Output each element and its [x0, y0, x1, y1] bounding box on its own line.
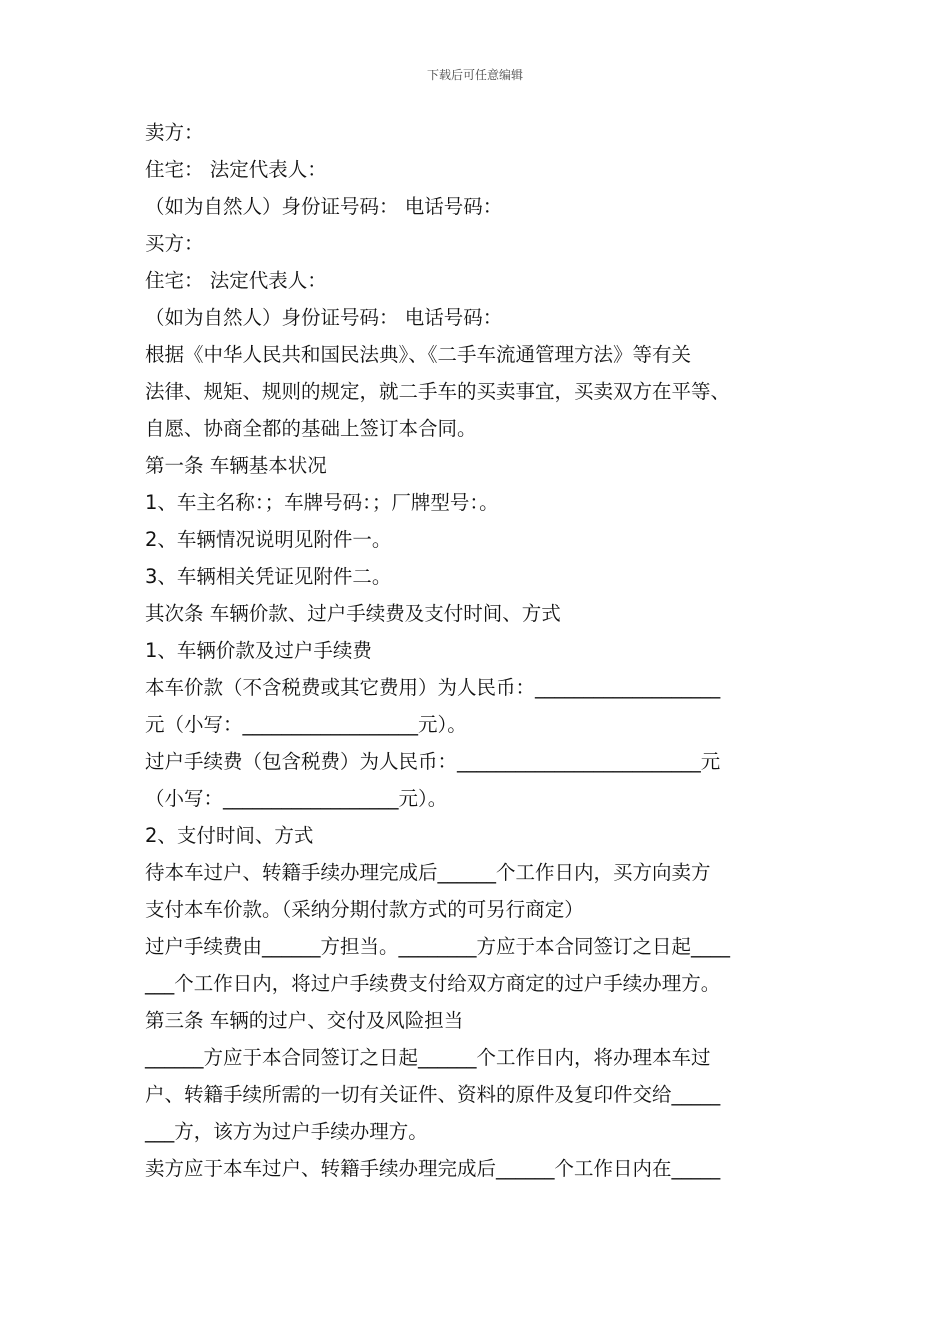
article-3-heading: 第三条 车辆的过户、交付及风险担当 [145, 1009, 464, 1032]
price-line-1: 本车价款（不含税费或其它费用）为人民币：___________________ [145, 676, 721, 699]
delivery-line-1: 卖方应于本车过户、转籍手续办理完成后______个工作日内在_____ [145, 1157, 721, 1180]
article-1-item-2: 2、车辆情况说明见附件一。 [145, 528, 392, 551]
buyer-address-line: 住宅： 法定代表人： [145, 269, 327, 292]
article-1-item-1: 1、车主名称：；车牌号码：；厂牌型号：。 [145, 491, 499, 514]
price-line-2: 元（小写：__________________元）。 [145, 713, 467, 736]
buyer-id-line: （如为自然人）身份证号码： 电话号码： [145, 306, 503, 329]
transfer-line-3: ___方，该方为过户手续办理方。 [145, 1120, 428, 1143]
fee-line-2: （小写：__________________元）。 [145, 787, 448, 810]
fee-payment-line-2: ___个工作日内，将过户手续费支付给双方商定的过户手续办理方。 [145, 972, 721, 995]
seller-id-line: （如为自然人）身份证号码： 电话号码： [145, 195, 503, 218]
buyer-label: 买方： [145, 232, 204, 255]
article-2-item-1: 1、车辆价款及过户手续费 [145, 639, 372, 662]
seller-label: 卖方： [145, 121, 204, 144]
article-2-item-2: 2、支付时间、方式 [145, 824, 314, 847]
article-1-heading: 第一条 车辆基本状况 [145, 454, 327, 477]
transfer-line-1: ______方应于本合同签订之日起______个工作日内，将办理本车过 [145, 1046, 711, 1069]
payment-line-2: 支付本车价款。（采纳分期付款方式的可另行商定） [145, 898, 584, 921]
payment-line-1: 待本车过户、转籍手续办理完成后______个工作日内，买方向卖方 [145, 861, 711, 884]
transfer-line-2: 户、转籍手续所需的一切有关证件、资料的原件及复印件交给_____ [145, 1083, 721, 1106]
fee-line-1: 过户手续费（包含税费）为人民币：_________________________元 [145, 750, 721, 773]
preamble-line-1: 根据《中华人民共和国民法典》、《二手车流通管理方法》等有关 [145, 343, 692, 366]
preamble-line-2: 法律、规矩、规则的规定，就二手车的买卖事宜，买卖双方在平等、 [145, 380, 731, 403]
article-1-item-3: 3、车辆相关凭证见附件二。 [145, 565, 392, 588]
article-2-heading: 其次条 车辆价款、过户手续费及支付时间、方式 [145, 602, 561, 625]
seller-address-line: 住宅： 法定代表人： [145, 158, 327, 181]
fee-payment-line-1: 过户手续费由______方担当。________方应于本合同签订之日起____ [145, 935, 731, 958]
preamble-line-3: 自愿、协商全都的基础上签订本合同。 [145, 417, 477, 440]
page-header: 下载后可任意编辑 [426, 68, 523, 82]
